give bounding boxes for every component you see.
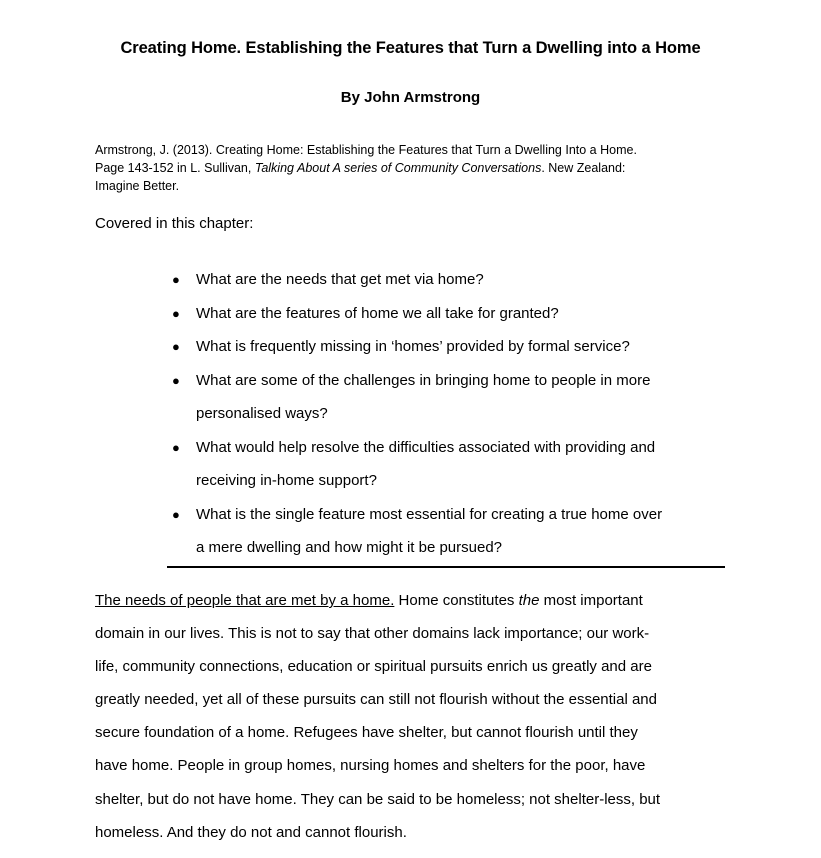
- list-item: [172, 431, 727, 498]
- list-item: [172, 498, 727, 565]
- paragraph-line: greatly needed, yet all of these pursuits can still not flourish without the essential and: [95, 691, 657, 709]
- citation-text: . New Zealand:: [541, 161, 626, 175]
- paragraph-text: Home constitutes: [394, 592, 519, 609]
- list-item-text: What would help resolve the difficulties associated with providing and: [196, 438, 656, 456]
- paragraph-line: [95, 584, 735, 617]
- citation-line: [95, 159, 735, 177]
- citation: [95, 141, 735, 195]
- list-item: [172, 330, 727, 364]
- bullet-icon: ●: [172, 305, 180, 321]
- citation-line: Imagine Better.: [95, 179, 180, 193]
- citation-text: Page 143-152 in L. Sullivan,: [95, 161, 255, 175]
- bullet-icon: ●: [172, 339, 180, 354]
- list-item-text: a mere dwelling and how might it be pursued?: [196, 539, 503, 556]
- emphasis-text: the: [518, 592, 540, 609]
- body-paragraph: [95, 584, 735, 849]
- paragraph-line: shelter, but do not have home. They can be said to be homeless; not shelter-less, but: [95, 790, 661, 808]
- list-item-text: What are the features of home we all take for granted?: [196, 304, 559, 322]
- list-item: [172, 297, 727, 331]
- paragraph-line: secure foundation of a home. Refugees have shelter, but cannot flourish until they: [95, 724, 638, 742]
- bullet-icon: ●: [172, 506, 180, 522]
- author-line: By John Armstrong: [340, 89, 481, 106]
- bullet-icon: ●: [172, 372, 180, 388]
- list-item-text: What are some of the challenges in bringing home to people in more: [196, 371, 651, 389]
- section-divider: [167, 566, 725, 568]
- bullet-icon: ●: [172, 272, 180, 287]
- list-item-text: What are the needs that get met via home?: [196, 271, 484, 288]
- list-item-text: personalised ways?: [196, 405, 328, 422]
- document-title: Creating Home. Establishing the Features that Turn a Dwelling into a Home: [120, 39, 701, 57]
- paragraph-line: domain in our lives. This is not to say that other domains lack importance; our work-: [95, 625, 650, 643]
- paragraph-line: have home. People in group homes, nursing homes and shelters for the poor, have: [95, 757, 646, 775]
- list-item-text: What is the single feature most essential for creating a true home over: [196, 505, 663, 523]
- covered-heading: Covered in this chapter:: [95, 215, 254, 232]
- list-item: [172, 364, 727, 431]
- paragraph-line: life, community connections, education or spiritual pursuits enrich us greatly and are: [95, 658, 652, 676]
- bullet-icon: ●: [172, 439, 180, 455]
- paragraph-line: homeless. And they do not and cannot flourish.: [95, 823, 407, 841]
- citation-line: Armstrong, J. (2013). Creating Home: Establishing the Features that Turn a Dwelling Into a Home.: [95, 143, 637, 157]
- list-item: [172, 263, 727, 297]
- list-item-text: receiving in-home support?: [196, 472, 377, 489]
- paragraph-text: most important: [539, 592, 643, 609]
- question-list: [172, 263, 727, 565]
- list-item-text: What is frequently missing in ‘homes’ provided by formal service?: [196, 338, 630, 355]
- citation-book-title: Talking About A series of Community Conversations: [254, 161, 542, 175]
- section-heading: The needs of people that are met by a home.: [95, 592, 395, 609]
